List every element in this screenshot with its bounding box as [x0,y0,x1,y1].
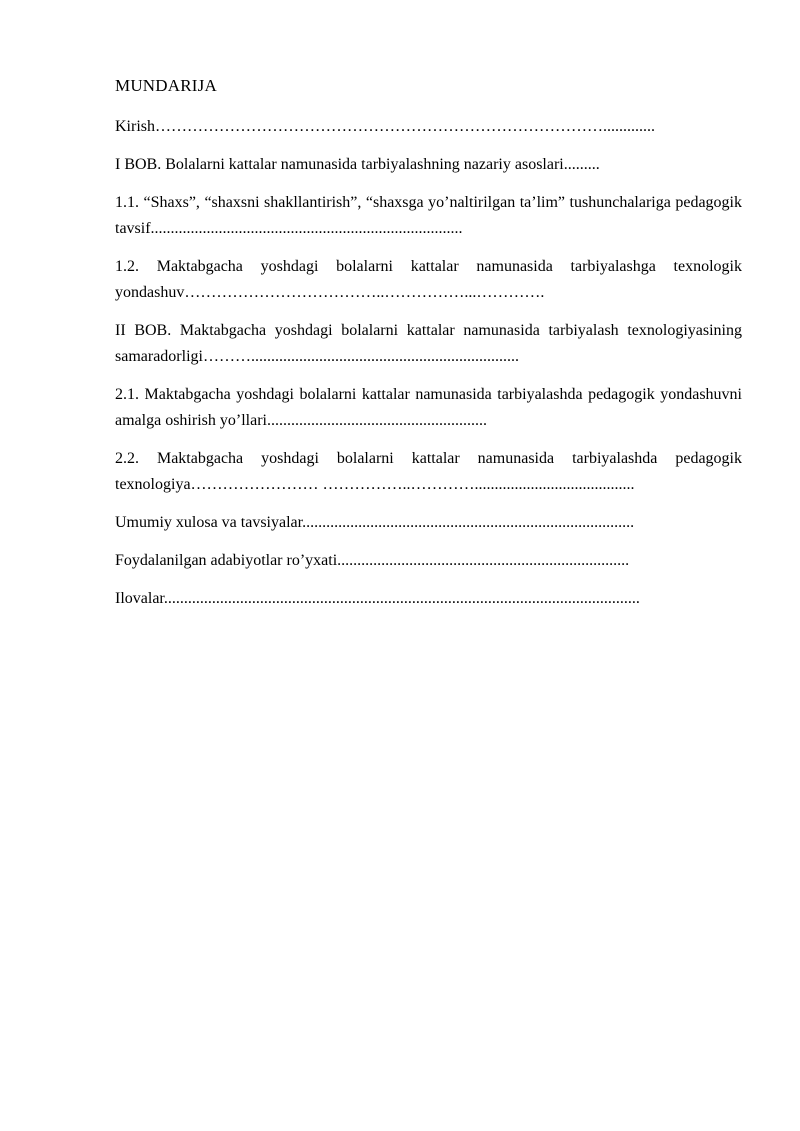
toc-entry-chapter-2: II BOB. Maktabgacha yoshdagi bolalarni kattalar namunasida tarbiyalash texnologiyasining samaradorligi………................................................................... [115,322,742,365]
toc-entry-section-1-2: 1.2. Maktabgacha yoshdagi bolalarni kattalar namunasida tarbiyalashga texnologik yondashuv………………………………..……………...…………. [115,258,742,301]
toc-list [115,114,742,612]
toc-entry-introduction: Kirish…………………………………………………………………………............. [115,118,655,135]
toc-entry-conclusion: Umumiy xulosa va tavsiyalar................................................................................... [115,514,635,531]
toc-entry-section-1-1: 1.1. “Shaxs”, “shaxsni shakllantirish”, “shaxsga yo’naltirilgan ta’lim” tushunchalariga pedagogik tavsif.............................................................................. [115,194,742,237]
toc-entry-references: Foydalanilgan adabiyotlar ro’yxati......................................................................... [115,552,630,569]
toc-heading: MUNDARIJA [115,76,217,95]
toc-entry-chapter-1: I BOB. Bolalarni kattalar namunasida tarbiyalashning nazariy asoslari......... [115,156,600,173]
toc-entry-section-2-2: 2.2. Maktabgacha yoshdagi bolalarni kattalar namunasida tarbiyalashda pedagogik texnologiya…………………… ……………..…………........................................ [115,450,742,493]
toc-entry-appendices: Ilovalar....................................................................................................................... [115,590,640,607]
toc-entry-section-2-1: 2.1. Maktabgacha yoshdagi bolalarni kattalar namunasida tarbiyalashda pedagogik yondashuvni amalga oshirish yo’llari....................................................... [115,386,742,429]
document-page [115,76,742,624]
